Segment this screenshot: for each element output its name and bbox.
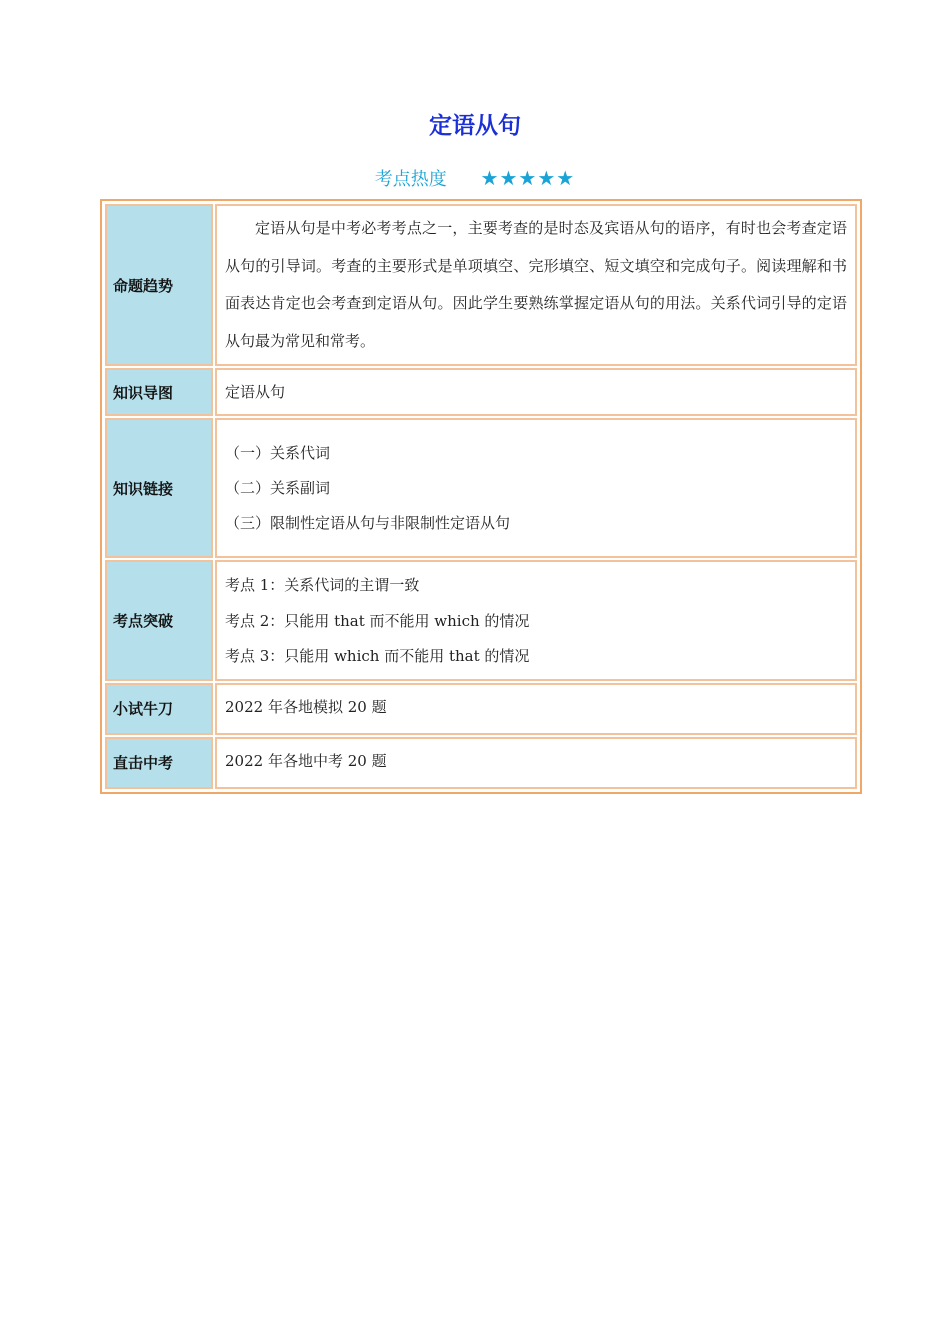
overview-table bbox=[100, 199, 862, 794]
row-content-trend bbox=[215, 204, 857, 366]
page-title: 定语从句 bbox=[429, 113, 521, 139]
list-item: 考点 1：关系代词的主谓一致 bbox=[225, 576, 420, 594]
row-label-breakthrough: 考点突破 bbox=[105, 560, 213, 681]
heat-label: 考点热度 bbox=[374, 169, 447, 190]
row-content-trial: 2022 年各地模拟 20 题 bbox=[215, 683, 857, 735]
list-item: （一）关系代词 bbox=[225, 443, 331, 462]
row-trend bbox=[105, 204, 857, 366]
row-label-trend: 命题趋势 bbox=[105, 204, 213, 366]
heat-rating bbox=[0, 164, 950, 194]
row-map bbox=[105, 368, 857, 416]
row-label-map: 知识导图 bbox=[105, 368, 213, 416]
row-links bbox=[105, 418, 857, 558]
row-label-exam: 直击中考 bbox=[105, 737, 213, 789]
row-content-map: 定语从句 bbox=[215, 368, 857, 416]
row-content-links bbox=[215, 418, 857, 558]
row-breakthrough bbox=[105, 560, 857, 681]
row-content-exam: 2022 年各地中考 20 题 bbox=[215, 737, 857, 789]
row-trial bbox=[105, 683, 857, 735]
star-rating-icon: ★★★★★ bbox=[480, 166, 576, 190]
list-item: （三）限制性定语从句与非限制性定语从句 bbox=[225, 513, 511, 532]
row-label-trial: 小试牛刀 bbox=[105, 683, 213, 735]
row-label-links: 知识链接 bbox=[105, 418, 213, 558]
list-item: 考点 2：只能用 that 而不能用 which 的情况 bbox=[225, 611, 530, 630]
trend-paragraph: 定语从句是中考必考考点之一，主要考查的是时态及宾语从句的语序，有时也会考查定语从句的引导词。考查的主要形式是单项填空、完形填空、短文填空和完成句子。阅读理解和书面表达肯定也会考查到定语从句。因此学生要熟练掌握定语从句的用法。关系代词引导的定语从句最为常见和常考。 bbox=[225, 219, 847, 350]
row-content-breakthrough bbox=[215, 560, 857, 681]
list-item: 考点 3：只能用 which 而不能用 that 的情况 bbox=[225, 647, 530, 665]
row-exam bbox=[105, 737, 857, 789]
list-item: （二）关系副词 bbox=[225, 478, 331, 497]
